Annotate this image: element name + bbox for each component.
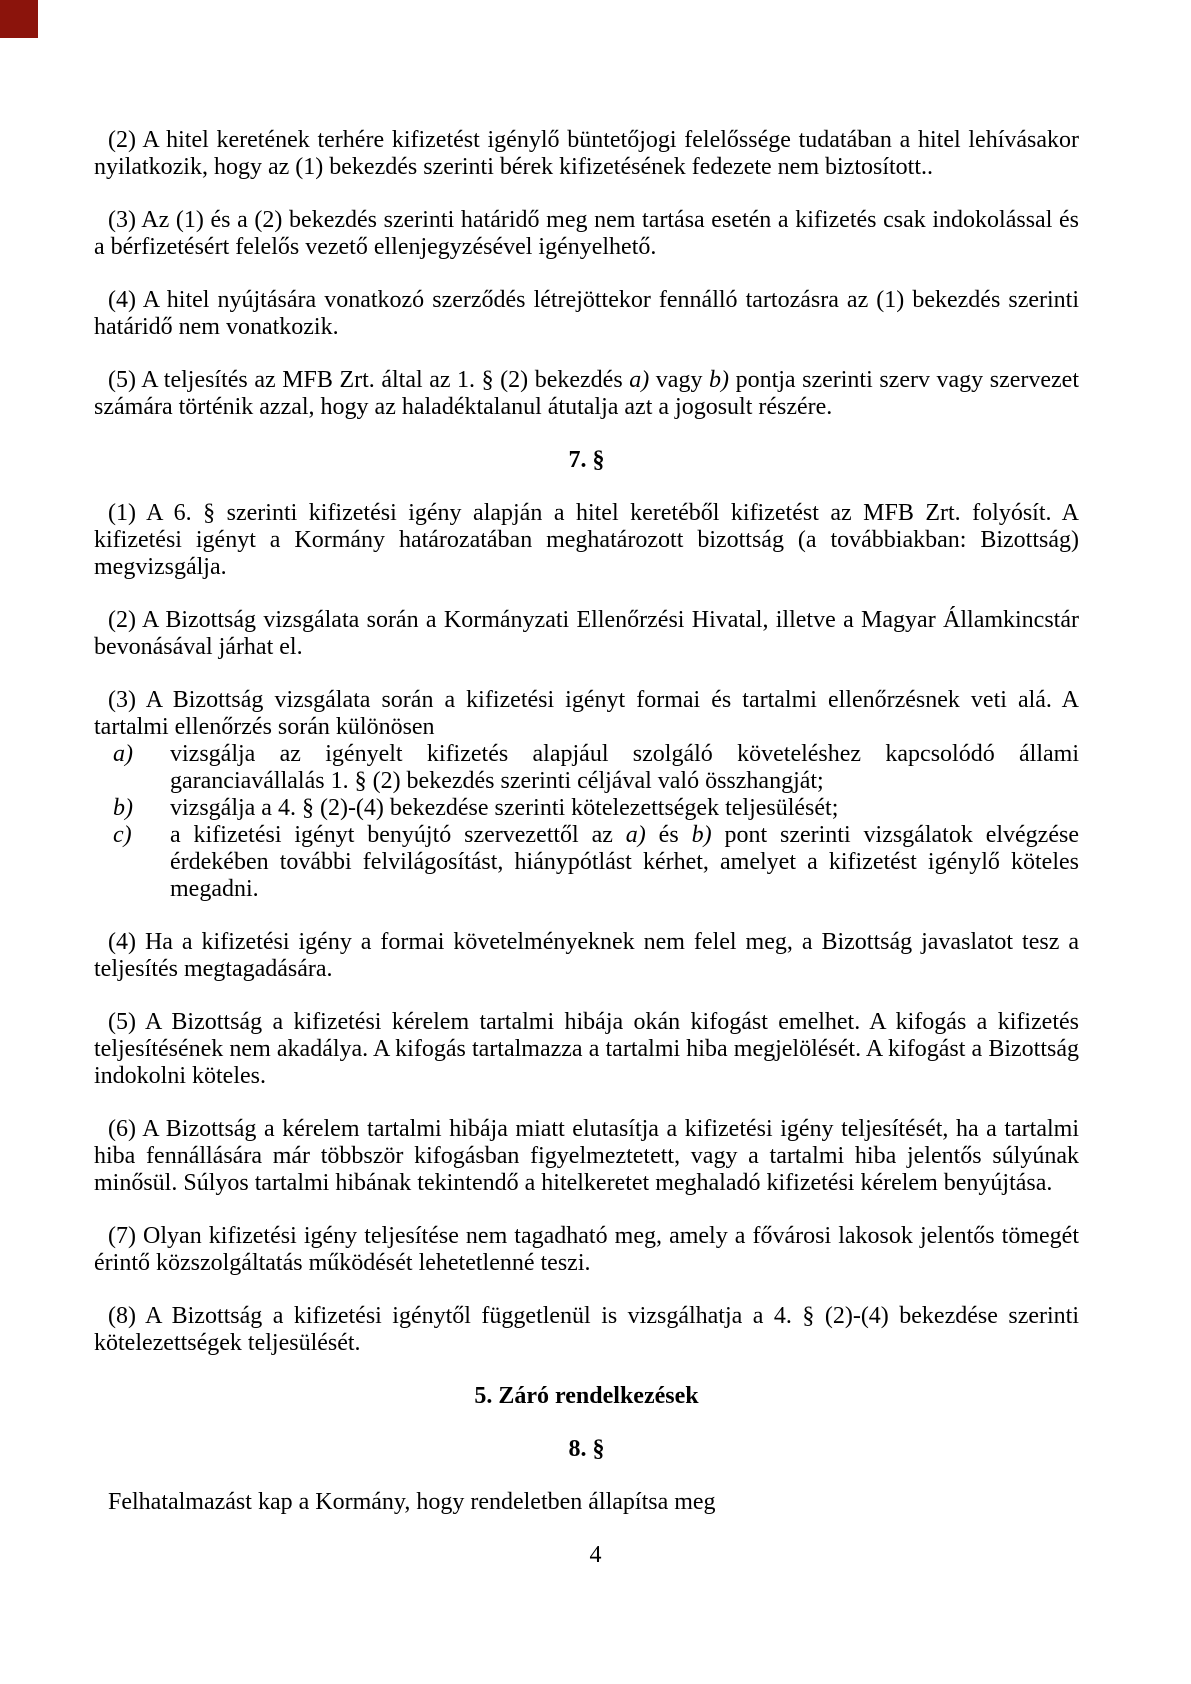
section-heading-7 bbox=[94, 447, 1079, 474]
text-segment: vizsgálja az igényelt kifizetés alapjául szolgáló követeléshez kapcsolódó állami garanciavállalás 1. § (2) bekezdés szerinti céljával való összhangját; bbox=[170, 741, 1079, 794]
paragraph-3-hatarido bbox=[94, 207, 1079, 261]
section-heading-8 bbox=[94, 1436, 1079, 1463]
text-segment: (5) A Bizottság a kifizetési kérelem tartalmi hibája okán kifogást emelhet. A kifogás a kifizetés teljesítésének nem akadálya. A kifogás tartalmazza a tartalmi hiba megjelölését. A kifogást a Bizottság indokolni köteles. bbox=[94, 1009, 1079, 1089]
list-item-a-text bbox=[170, 741, 1079, 795]
text-segment: Felhatalmazást kap a Kormány, hogy rendeletben állapítsa meg bbox=[108, 1489, 716, 1515]
text-segment: (4) Ha a kifizetési igény a formai követelményeknek nem felel meg, a Bizottság javaslatot tesz a teljesítés megtagadására. bbox=[94, 929, 1079, 982]
section-heading-zaro-rendelkezesek bbox=[94, 1383, 1079, 1410]
text-segment: a kifizetési igényt benyújtó szervezettől az bbox=[170, 822, 626, 848]
text-segment: és bbox=[645, 822, 692, 848]
text-segment: 7. § bbox=[568, 447, 605, 473]
paragraph-felhatalmazas bbox=[94, 1489, 1079, 1516]
page-number: 4 bbox=[589, 1542, 602, 1568]
text-segment: (2) A Bizottság vizsgálata során a Kormányzati Ellenőrzési Hivatal, illetve a Magyar Államkincstár bevonásával járhat el. bbox=[94, 607, 1079, 660]
paragraph-7-2-bizottsag-vizsgalata bbox=[94, 607, 1079, 661]
text-segment: pontja szerinti szerv vagy szervezet számára történik azzal, hogy az haladéktalanul átutalja azt a jogosult részére. bbox=[94, 367, 1079, 420]
list-marker-a: a) bbox=[113, 741, 133, 767]
text-segment: (3) A Bizottság vizsgálata során a kifizetési igényt formai és tartalmi ellenőrzésnek veti alá. A tartalmi ellenőrzés során különösen bbox=[94, 687, 1079, 740]
text-segment: (7) Olyan kifizetési igény teljesítése nem tagadható meg, amely a fővárosi lakosok jelentős tömegét érintő közszolgáltatás működését lehetetlenné teszi. bbox=[94, 1223, 1079, 1276]
text-segment: 5. Záró rendelkezések bbox=[474, 1383, 699, 1409]
paragraph-7-3-ellenorzes bbox=[94, 687, 1079, 741]
text-segment: vagy bbox=[649, 367, 710, 393]
corner-mark bbox=[0, 0, 38, 38]
list-marker-b: b) bbox=[113, 795, 133, 821]
paragraph-2-hitel-kerete bbox=[94, 127, 1079, 181]
paragraph-7-6-elutasitas bbox=[94, 1116, 1079, 1197]
text-segment: b) bbox=[709, 367, 730, 393]
text-segment: 8. § bbox=[568, 1436, 605, 1462]
text-segment: a) bbox=[625, 822, 646, 848]
list-item-b bbox=[94, 795, 1079, 822]
paragraph-7-7-kozszolgaltatas bbox=[94, 1223, 1079, 1277]
text-segment: (2) A hitel keretének terhére kifizetést igénylő büntetőjogi felelőssége tudatában a hitel lehívásakor nyilatkozik, hogy az (1) bekezdés szerinti bérek kifizetésének fedezete nem biztosított.. bbox=[94, 127, 1079, 180]
list-item-c-text bbox=[170, 822, 1079, 903]
text-segment: (8) A Bizottság a kifizetési igénytől függetlenül is vizsgálhatja a 4. § (2)-(4) bekezdése szerinti kötelezettségek teljesülését. bbox=[94, 1303, 1079, 1356]
text-segment: pont szerinti vizsgálatok elvégzése érdekében további felvilágosítást, hiánypótlást kérhet, amelyet a kifizetést igénylő köteles megadni. bbox=[170, 822, 1079, 902]
text-segment: a) bbox=[629, 367, 650, 393]
paragraph-4-szerzodes bbox=[94, 287, 1079, 341]
list-item-a bbox=[94, 741, 1079, 795]
list-item-c bbox=[94, 822, 1079, 903]
text-segment: (4) A hitel nyújtására vonatkozó szerződés létrejöttekor fennálló tartozásra az (1) bekezdés szerinti határidő nem vonatkozik. bbox=[94, 287, 1079, 340]
paragraph-7-5-kifogas bbox=[94, 1009, 1079, 1090]
text-segment: (1) A 6. § szerinti kifizetési igény alapján a hitel keretéből kifizetést az MFB Zrt. folyósít. A kifizetési igényt a Kormány határozatában meghatározott bizottság (a továbbiakban: Bizottság) megvizsgálja. bbox=[94, 500, 1079, 580]
text-segment: (5) A teljesítés az MFB Zrt. által az 1. § (2) bekezdés bbox=[108, 367, 630, 393]
document-body bbox=[94, 127, 1079, 1542]
list-item-b-text bbox=[170, 795, 1079, 822]
text-segment: b) bbox=[691, 822, 712, 848]
text-segment: (3) Az (1) és a (2) bekezdés szerinti határidő meg nem tartása esetén a kifizetés csak indokolással és a bérfizetésért felelős vezető ellenjegyzésével igényelhető. bbox=[94, 207, 1079, 260]
paragraph-7-8-fuggetlen-vizsgalat bbox=[94, 1303, 1079, 1357]
text-segment: (6) A Bizottság a kérelem tartalmi hibája miatt elutasítja a kifizetési igény teljesítését, ha a tartalmi hiba fennállására már többször kifogásban figyelmeztetett, vagy a tartalmi hiba jelentős súlyúnak minősül. Súlyos tartalmi hibának tekintendő a hitelkeretet meghaladó kifizetési kérelem benyújtása. bbox=[94, 1116, 1079, 1196]
text-segment: vizsgálja a 4. § (2)-(4) bekezdése szerinti kötelezettségek teljesülését; bbox=[170, 795, 839, 821]
paragraph-7-1-kifizetesi-igeny bbox=[94, 500, 1079, 581]
paragraph-7-4-formai-kovetelmenyek bbox=[94, 929, 1079, 983]
paragraph-5-teljesites bbox=[94, 367, 1079, 421]
list-marker-c: c) bbox=[113, 822, 132, 848]
